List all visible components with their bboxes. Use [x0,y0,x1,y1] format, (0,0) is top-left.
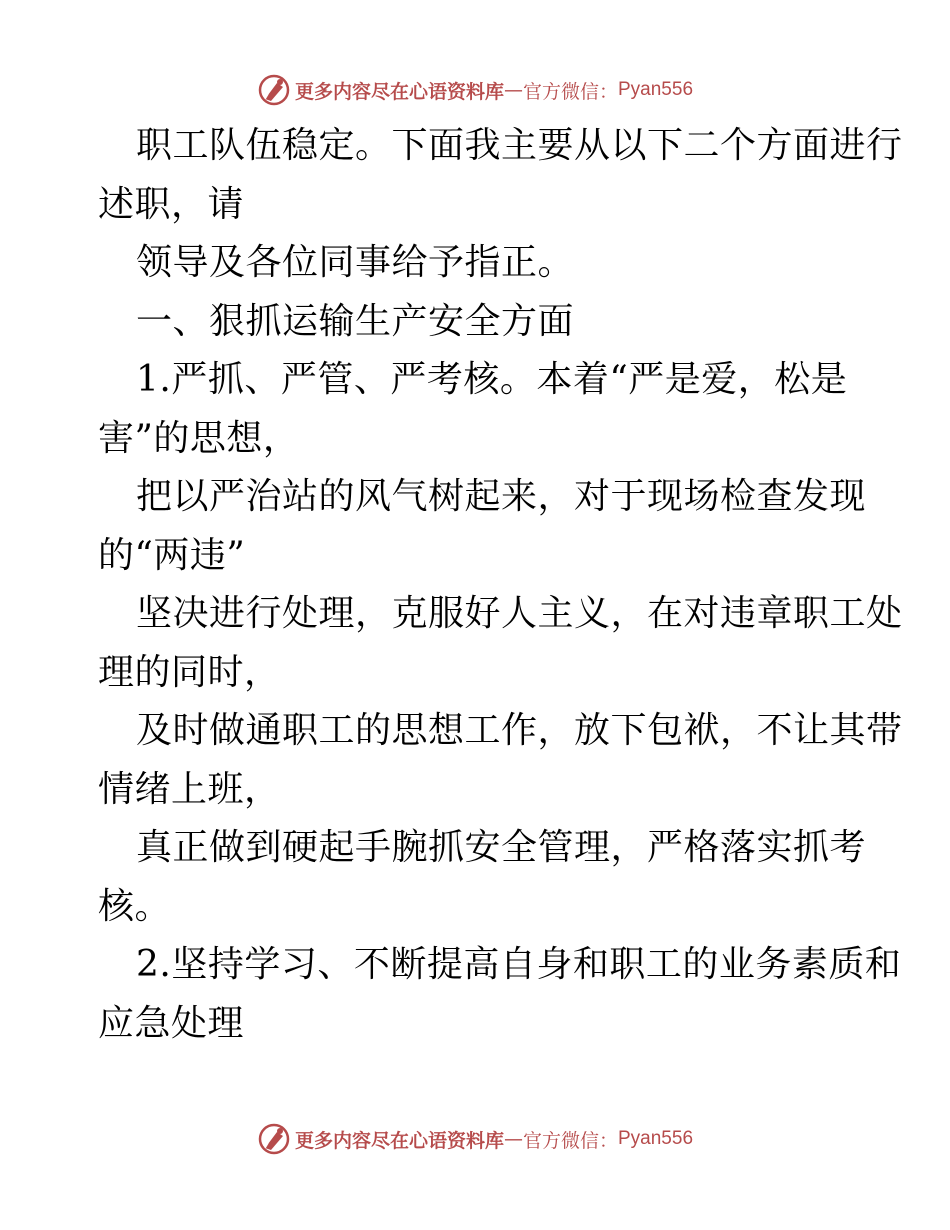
paragraph-line: 的“两违” [98,534,246,576]
paragraph-line: 害”的思想， [98,417,300,459]
footer-wechat-id: Pyan556 [618,1128,694,1149]
header-site-text: 更多内容尽在心语资料库 [294,80,504,103]
paragraph-line: 真正做到硬起手腕抓安全管理，严格落实抓考 [136,827,867,868]
paragraph-line: 坚决进行处理，克服好人主义，在对违章职工处 [136,593,903,634]
pen-nib-logo-icon [257,73,291,107]
header-wechat-label: 官方微信： [522,80,618,103]
header-banner [0,70,950,110]
footer-site-text: 更多内容尽在心语资料库 [294,1129,504,1152]
document-body [98,117,903,1053]
paragraph-line: 述职，请 [98,183,245,225]
paragraph-line: 情绪上班， [98,768,281,810]
header-separator: — [503,79,523,101]
paragraph-line: 职工队伍稳定。下面我主要从以下二个方面进行 [136,125,903,166]
paragraph-line: 领导及各位同事给予指正。 [136,242,575,283]
pen-nib-logo-icon [257,1122,291,1156]
footer-separator: — [503,1128,523,1150]
header-wechat-id: Pyan556 [618,79,694,100]
footer-banner [0,1119,950,1159]
section-heading: 一、狠抓运输生产安全方面 [136,300,575,342]
paragraph-line: 应急处理 [98,1002,245,1044]
paragraph-line: 1.严抓、严管、严考核。本着“严是爱，松是 [136,359,848,400]
paragraph-line: 理的同时， [98,651,281,693]
paragraph-line: 核。 [98,885,172,927]
paragraph-line: 及时做通职工的思想工作，放下包袱，不让其带 [136,710,903,751]
paragraph-line: 2.坚持学习、不断提高自身和职工的业务素质和 [136,944,902,985]
paragraph-line: 把以严治站的风气树起来，对于现场检查发现 [136,476,867,517]
footer-wechat-label: 官方微信： [522,1129,618,1152]
